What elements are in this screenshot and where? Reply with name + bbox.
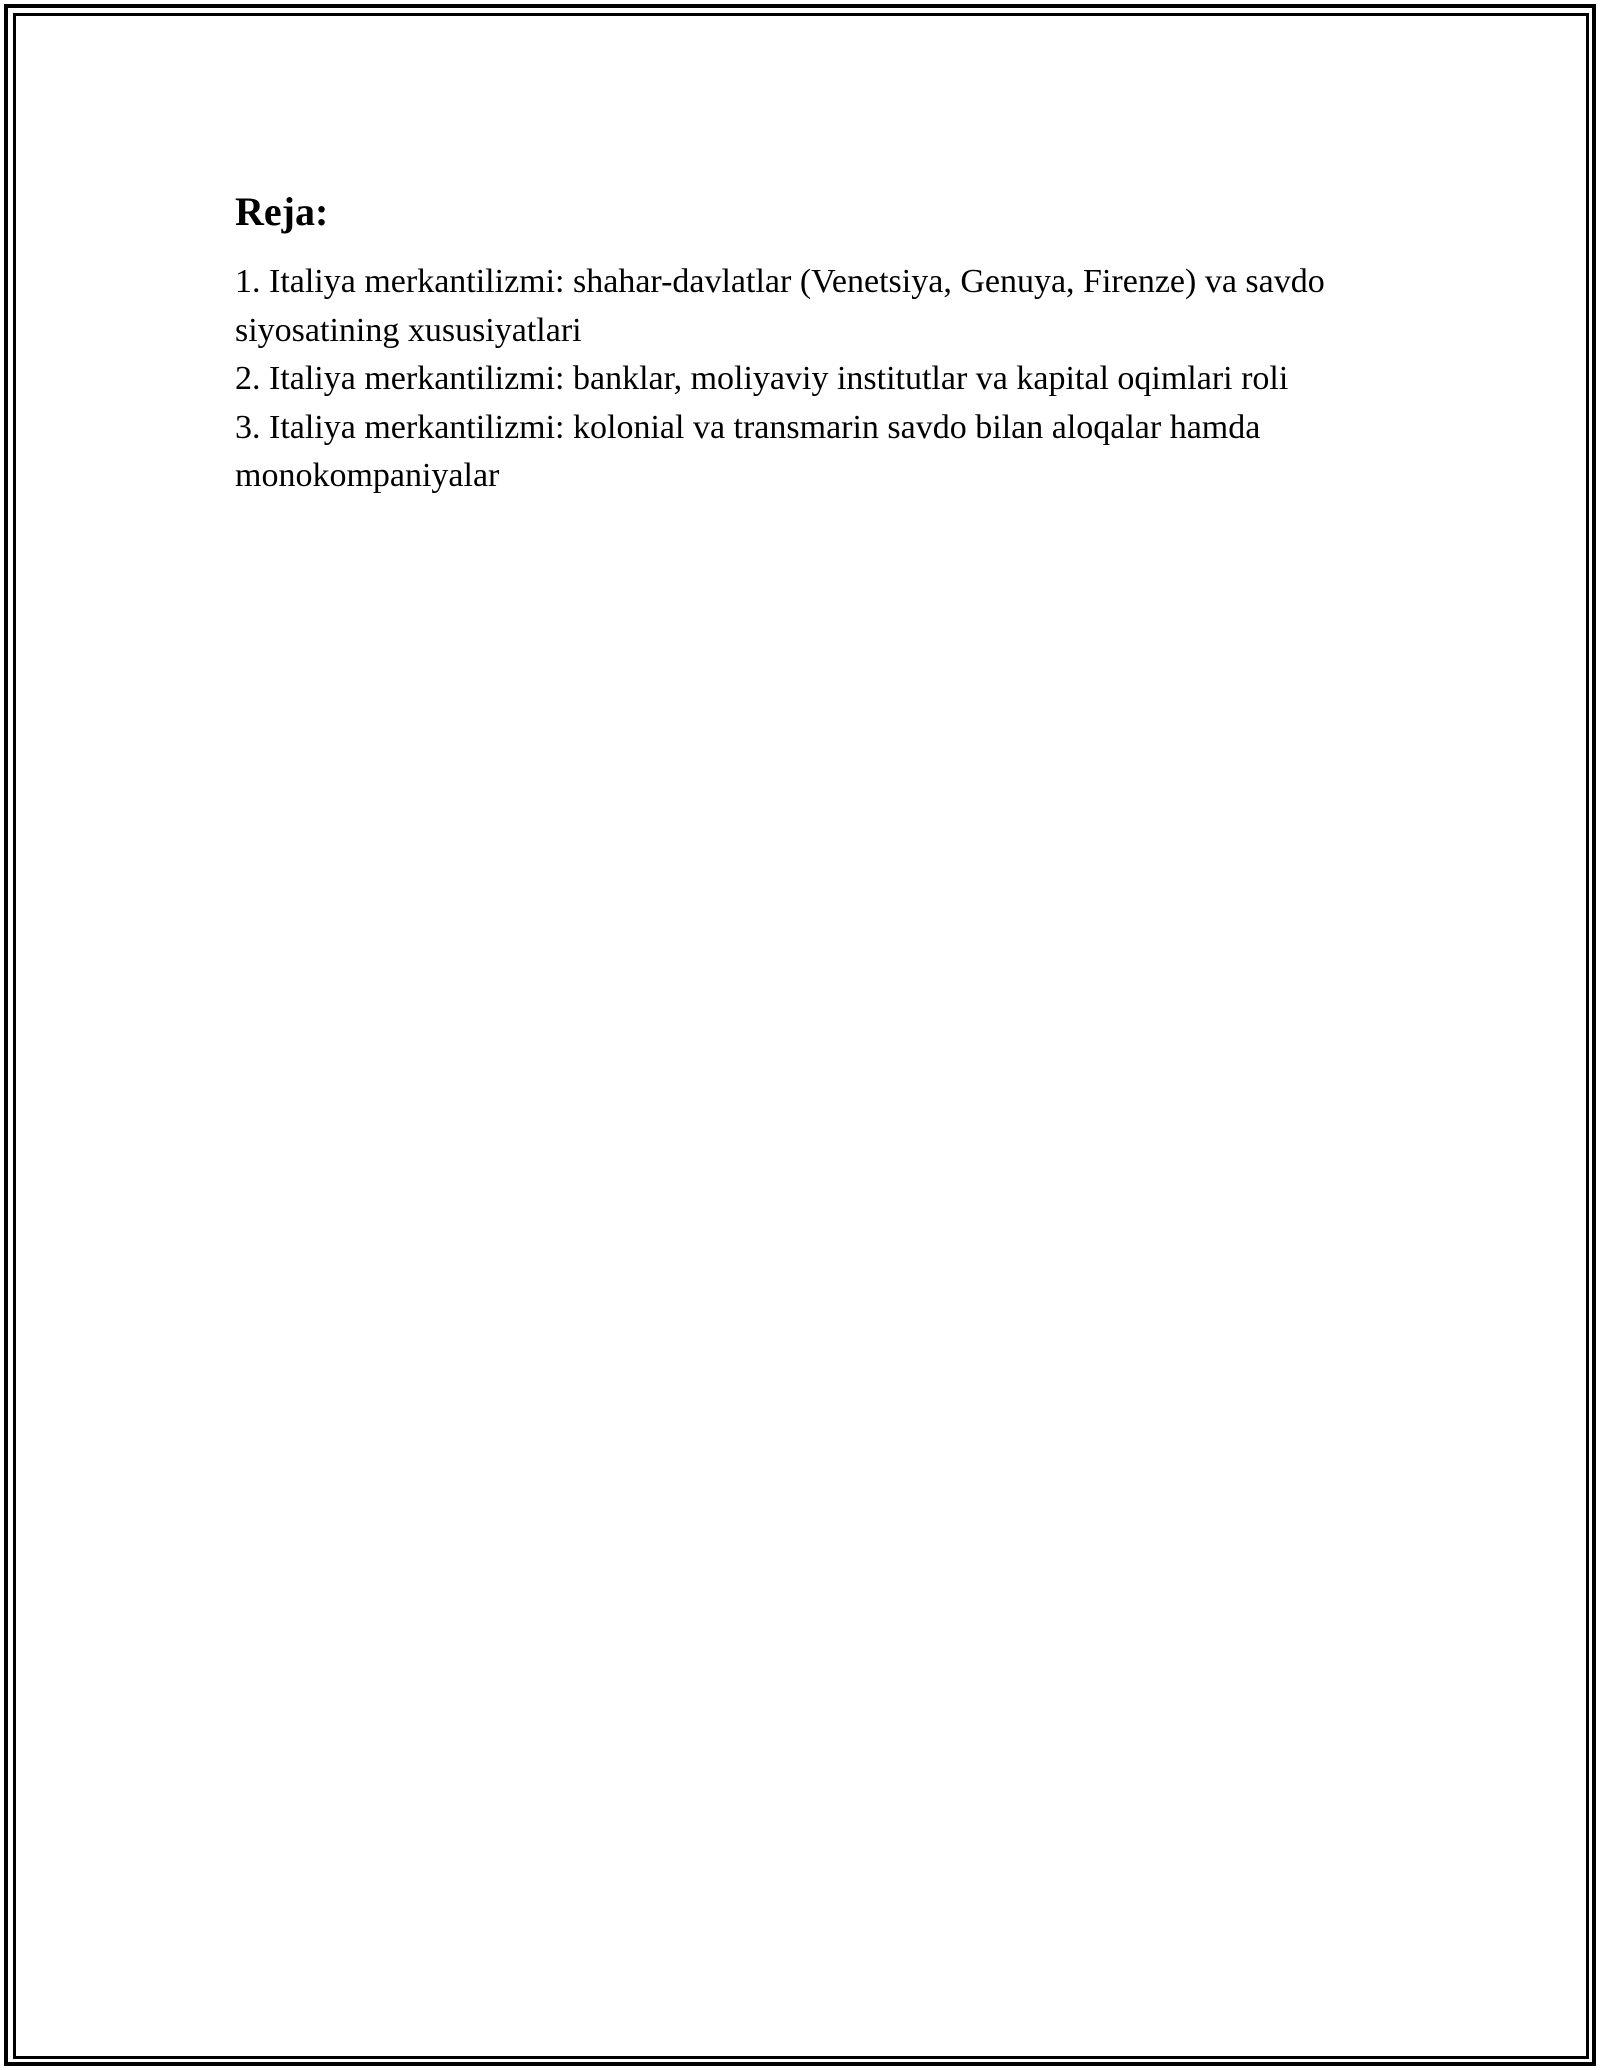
plan-item-text: Italiya merkantilizmi: shahar-davlatlar (Venetsiya, Genuya, Firenze) va savdo siyosatining xususiyatlari <box>235 263 1325 349</box>
plan-item-1 <box>235 258 1365 355</box>
plan-item-number: 2. <box>235 360 261 397</box>
plan-item-text: Italiya merkantilizmi: kolonial va transmarin savdo bilan aloqalar hamda monokompaniyalar <box>235 408 1261 494</box>
plan-list <box>235 258 1365 501</box>
plan-item-text: Italiya merkantilizmi: banklar, moliyaviy institutlar va kapital oqimlari roli <box>269 360 1289 397</box>
plan-item-number: 3. <box>235 408 261 446</box>
document-body <box>235 186 1365 501</box>
plan-item-number: 1. <box>235 263 261 300</box>
plan-item-3 <box>235 404 1365 501</box>
plan-item-2 <box>235 355 1365 404</box>
plan-heading: Reja: <box>235 189 329 234</box>
